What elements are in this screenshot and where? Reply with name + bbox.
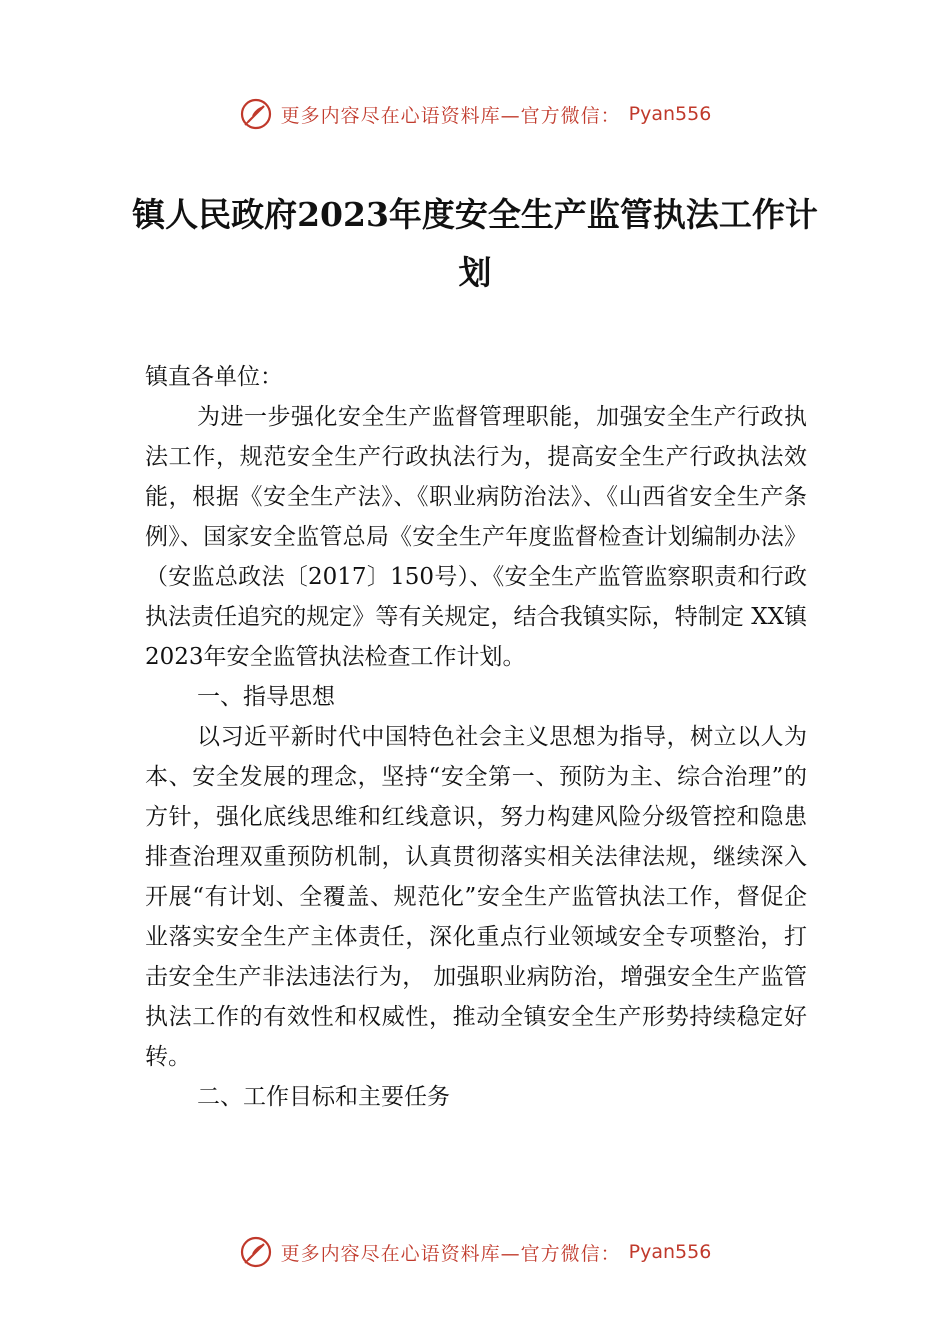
watermark-wechat-handle: Pyan556 — [628, 103, 712, 125]
intro-paragraph: 为进一步强化安全生产监督管理职能，加强安全生产行政执法工作，规范安全生产行政执法行为，提高安全生产行政执法效能，根据《安全生产法》、《职业病防治法》、《山西省安全生产条例》、国家安全监管总局《安全生产年度监督检查计划编制办法》（安监总政法〔2017〕150号）、《安全生产监管监察职责和行政执法责任追究的规定》等有关规定，结合我镇实际，特制定 XX镇 2023年安全监管执法检查工作计划。 — [145, 404, 807, 670]
footer-watermark — [0, 1232, 950, 1272]
watermark-text: 更多内容尽在心语资料库—官方微信： — [280, 104, 621, 127]
section-heading-guiding-ideology: 一、指导思想 — [197, 684, 335, 710]
section-heading-goals-tasks: 二、工作目标和主要任务 — [197, 1084, 450, 1110]
watermark-wechat-handle: Pyan556 — [628, 1241, 712, 1263]
document-title: 镇人民政府2023年度安全生产监管执法工作计划 — [132, 195, 818, 292]
section-paragraph-guiding-ideology: 以习近平新时代中国特色社会主义思想为指导，树立以人为本、安全发展的理念，坚持“安全第一、预防为主、综合治理”的方针，强化底线思维和红线意识，努力构建风险分级管控和隐患排查治理双重预防机制，认真贯彻落实相关法律法规，继续深入开展“有计划、全覆盖、规范化”安全生产监管执法工作，督促企业落实安全生产主体责任，深化重点行业领域安全专项整治，打击安全生产非法违法行为， 加强职业病防治，增强安全生产监管执法工作的有效性和权威性，推动全镇安全生产形势持续稳定好转。 — [145, 724, 807, 1070]
document-body — [145, 357, 807, 1117]
watermark-text: 更多内容尽在心语资料库—官方微信： — [280, 1242, 621, 1265]
quill-seal-icon — [239, 97, 273, 131]
salutation: 镇直各单位： — [145, 364, 283, 390]
header-watermark — [0, 94, 950, 134]
quill-seal-icon — [239, 1235, 273, 1269]
